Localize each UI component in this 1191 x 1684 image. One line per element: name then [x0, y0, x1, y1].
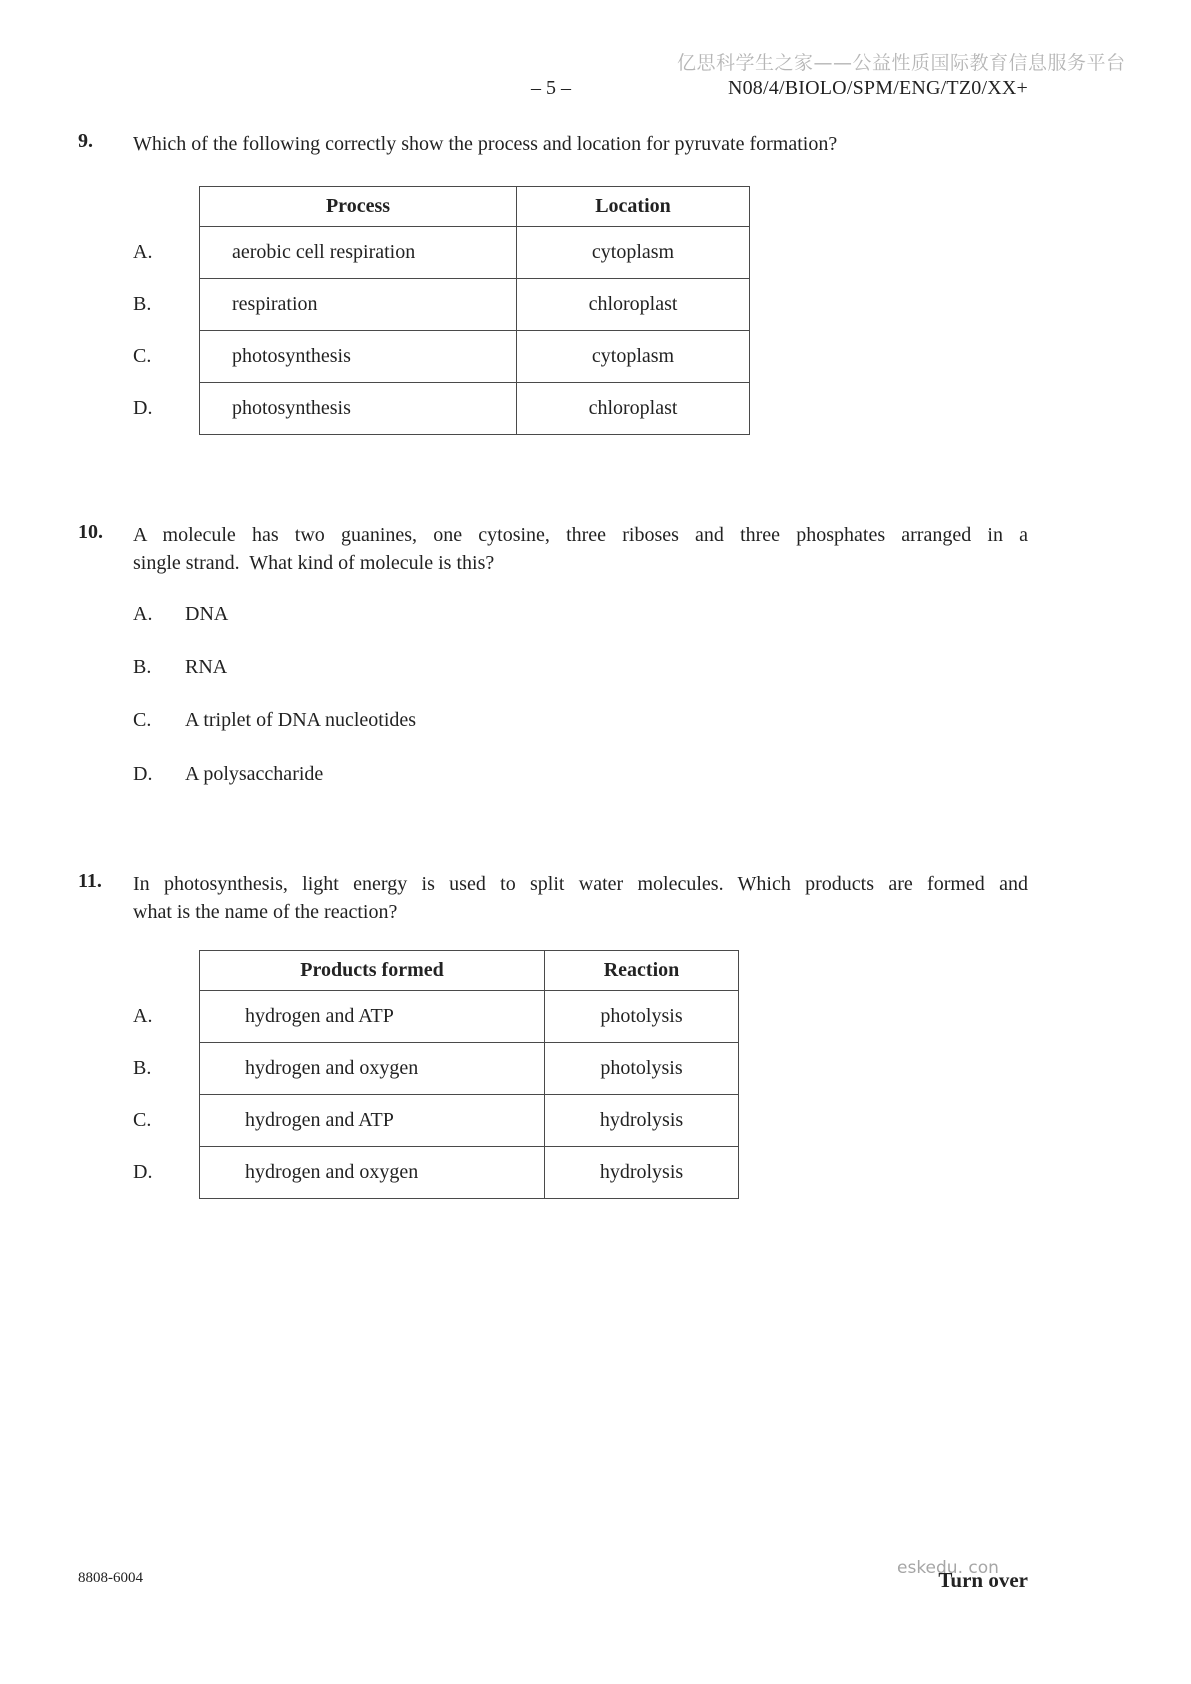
- q11-option-letter-d: D.: [133, 1161, 153, 1183]
- q9-cell-location-d: chloroplast: [517, 383, 750, 435]
- q9-cell-location-c: cytoplasm: [517, 331, 750, 383]
- q9-table-header-spacer: [133, 187, 200, 227]
- q11-cell-products-d: hydrogen and oxygen: [200, 1147, 545, 1199]
- q11-cell-reaction-d: hydrolysis: [545, 1147, 739, 1199]
- q9-cell-process-a: aerobic cell respiration: [200, 227, 517, 279]
- q10-text-line2: single strand. What kind of molecule is this?: [133, 552, 495, 574]
- q10-option-text-d: A polysaccharide: [185, 763, 324, 785]
- paper-code: N08/4/BIOLO/SPM/ENG/TZ0/XX+: [727, 77, 1028, 99]
- footer-doc-code: 8808-6004: [78, 1570, 143, 1586]
- q10-option-letter-d: D.: [133, 763, 153, 785]
- q9-cell-process-d: photosynthesis: [200, 383, 517, 435]
- q10-option-letter-b: B.: [133, 656, 152, 678]
- q11-cell-reaction-c: hydrolysis: [545, 1095, 739, 1147]
- q10-number: 10.: [78, 521, 103, 543]
- q9-cell-process-b: respiration: [200, 279, 517, 331]
- header-site-watermark: 亿思科学生之家——公益性质国际教育信息服务平台: [677, 52, 1126, 74]
- q11-option-letter-c: C.: [133, 1109, 152, 1131]
- table-row: [133, 227, 750, 279]
- q11-table-header-spacer: [133, 951, 200, 991]
- q9-cell-location-a: cytoplasm: [517, 227, 750, 279]
- q11-cell-products-b: hydrogen and oxygen: [200, 1043, 545, 1095]
- q10-option-text-a: DNA: [185, 603, 229, 625]
- q10-text-line1: A molecule has two guanines, one cytosine, three riboses and three phosphates arranged in a: [133, 524, 1028, 546]
- q9-text: Which of the following correctly show the process and location for pyruvate formation?: [133, 133, 838, 155]
- q10-option-text-c: A triplet of DNA nucleotides: [185, 709, 417, 731]
- q9-cell-process-c: photosynthesis: [200, 331, 517, 383]
- q9-option-letter-a: A.: [133, 241, 153, 263]
- table-row: [133, 383, 750, 435]
- q11-option-letter-b: B.: [133, 1057, 152, 1079]
- q11-option-letter-a: A.: [133, 1005, 153, 1027]
- q9-table-header-process: Process: [200, 187, 517, 227]
- q11-cell-reaction-b: photolysis: [545, 1043, 739, 1095]
- q10-text: [133, 521, 1028, 577]
- q9-number: 9.: [78, 130, 93, 152]
- q9-option-letter-b: B.: [133, 293, 152, 315]
- q11-text-line2: what is the name of the reaction?: [133, 901, 398, 923]
- q11-table-header-reaction: Reaction: [545, 951, 739, 991]
- q9-option-letter-c: C.: [133, 345, 152, 367]
- table-row: [133, 279, 750, 331]
- q11-table: [133, 950, 739, 1199]
- table-row: [133, 991, 739, 1043]
- q11-cell-products-c: hydrogen and ATP: [200, 1095, 545, 1147]
- q10-option-text-b: RNA: [185, 656, 228, 678]
- q11-text-line1: In photosynthesis, light energy is used to split water molecules. Which products are formed and: [133, 873, 1028, 895]
- q11-text: [133, 870, 1028, 926]
- q9-table-header-location: Location: [517, 187, 750, 227]
- q9-table-header-row: [133, 187, 750, 227]
- q9-cell-location-b: chloroplast: [517, 279, 750, 331]
- q11-number: 11.: [78, 870, 102, 892]
- q11-table-header-row: [133, 951, 739, 991]
- table-row: [133, 331, 750, 383]
- table-row: [133, 1147, 739, 1199]
- footer-site-watermark: eskedu. con: [897, 1558, 999, 1578]
- q11-cell-reaction-a: photolysis: [545, 991, 739, 1043]
- q11-cell-products-a: hydrogen and ATP: [200, 991, 545, 1043]
- q9-table: [133, 186, 750, 435]
- q10-option-letter-c: C.: [133, 709, 152, 731]
- q9-option-letter-d: D.: [133, 397, 153, 419]
- q11-table-header-products: Products formed: [200, 951, 545, 991]
- table-row: [133, 1095, 739, 1147]
- page-number: – 5 –: [531, 77, 571, 99]
- turn-over-label: Turn over: [938, 1568, 1028, 1592]
- table-row: [133, 1043, 739, 1095]
- q10-option-letter-a: A.: [133, 603, 153, 625]
